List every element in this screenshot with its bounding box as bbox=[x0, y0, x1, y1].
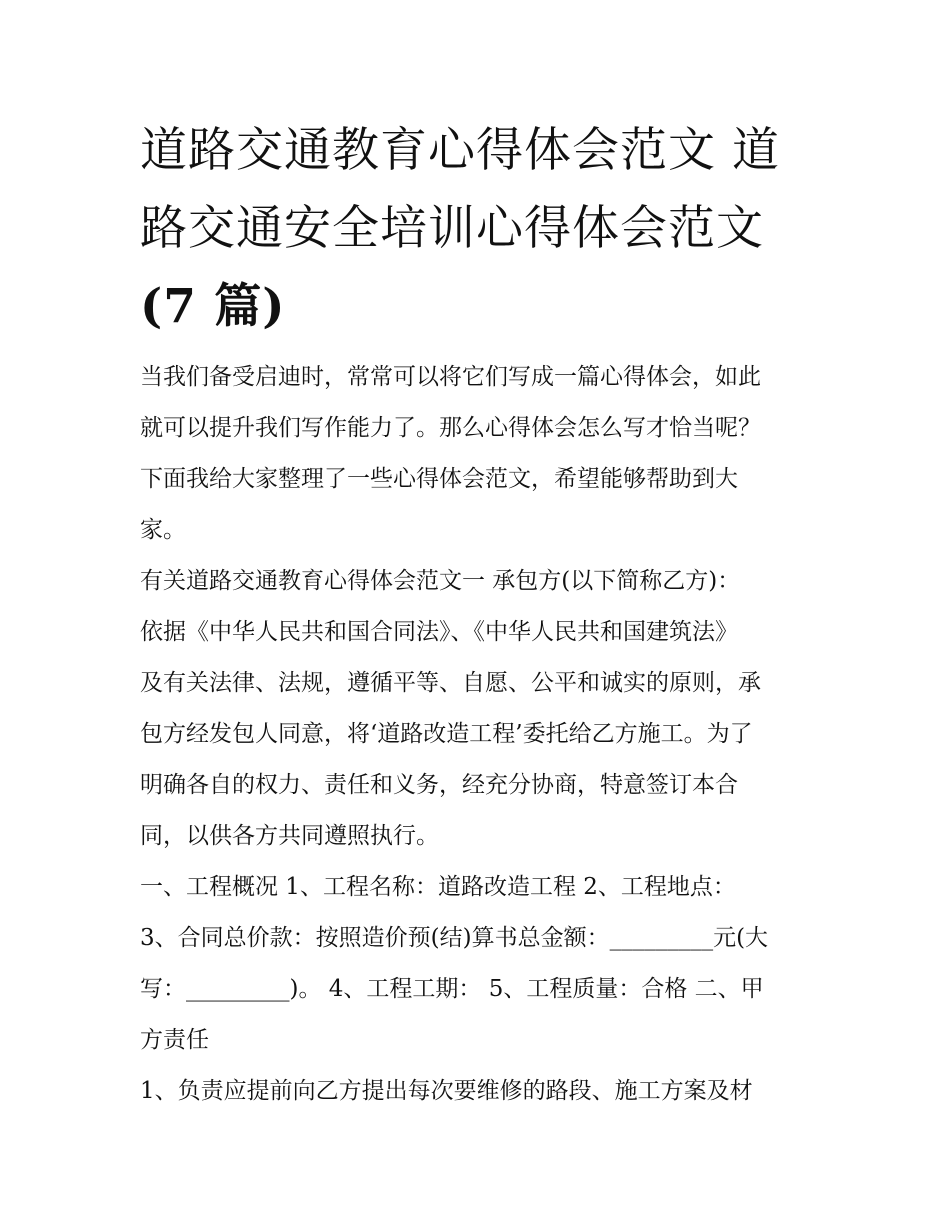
responsibility-paragraph bbox=[140, 1066, 830, 1117]
text-line: 一、工程概况 1、工程名称：道路改造工程 2、工程地点： bbox=[140, 874, 736, 900]
section-heading-paragraph bbox=[140, 556, 830, 607]
basis-paragraph bbox=[140, 607, 830, 862]
title-line: (7 篇) bbox=[140, 279, 286, 334]
text-line: 就可以提升我们写作能力了。那么心得体会怎么写才恰当呢？ bbox=[140, 415, 761, 441]
text-line: 当我们备受启迪时，常常可以将它们写成一篇心得体会，如此 bbox=[140, 364, 761, 390]
title-line: 道路交通教育心得体会范文 道 bbox=[140, 123, 780, 178]
text-line: 家。 bbox=[140, 517, 186, 543]
text-line: 方责任 bbox=[140, 1027, 209, 1053]
document-title bbox=[140, 112, 820, 346]
text-line: 有关道路交通教育心得体会范文一 承包方(以下简称乙方)： bbox=[140, 568, 741, 594]
text-line: 及有关法律、法规，遵循平等、自愿、公平和诚实的原则，承 bbox=[140, 670, 761, 696]
title-line: 路交通安全培训心得体会范文 bbox=[140, 201, 764, 256]
text-line: 下面我给大家整理了一些心得体会范文，希望能够帮助到大 bbox=[140, 466, 738, 492]
intro-paragraph bbox=[140, 352, 830, 556]
document-body bbox=[140, 352, 830, 1117]
text-line: 明确各自的权力、责任和义务，经充分协商，特意签订本合 bbox=[140, 772, 738, 798]
text-line: 1、负责应提前向乙方提出每次要维修的路段、施工方案及材 bbox=[140, 1078, 753, 1104]
text-line: 写：_________)。 4、工程工期： 5、工程质量：合格 二、甲 bbox=[140, 976, 764, 1002]
text-line: 3、合同总价款：按照造价预(结)算书总金额：_________元(大 bbox=[140, 925, 769, 951]
text-line: 同，以供各方共同遵照执行。 bbox=[140, 823, 439, 849]
text-line: 包方经发包人同意，将‘道路改造工程’委托给乙方施工。为了 bbox=[140, 721, 753, 747]
text-line: 依据《中华人民共和国合同法》、《中华人民共和国建筑法》 bbox=[140, 619, 738, 645]
project-overview-paragraph bbox=[140, 862, 830, 1066]
